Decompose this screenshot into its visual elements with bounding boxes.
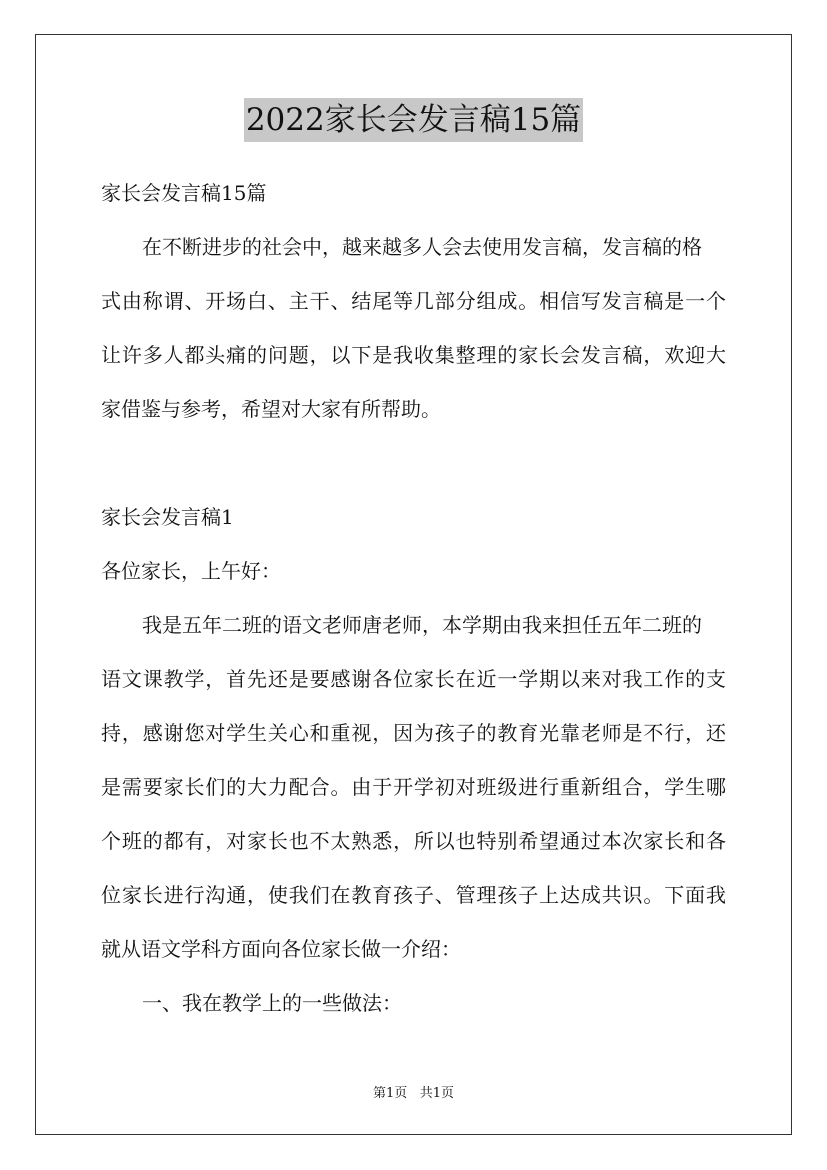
paragraph-gap	[101, 436, 726, 490]
section-heading: 家长会发言稿1	[101, 505, 234, 529]
greeting: 各位家长，上午好：	[101, 559, 281, 583]
intro-line-1: 在不断进步的社会中，越来越多人会去使用发言稿，发言稿的格	[142, 235, 702, 259]
list-item: 一、我在教学上的一些做法：	[142, 991, 402, 1015]
intro-line-3: 让许多人都头痛的问题，以下是我收集整理的家长会发言稿，欢迎大	[101, 343, 726, 367]
document-title: 2022家长会发言稿15篇	[244, 98, 583, 142]
page-footer	[0, 1082, 827, 1101]
intro-line-4: 家借鉴与参考，希望对大家有所帮助。	[101, 397, 441, 421]
body-line-3: 持，感谢您对学生关心和重视，因为孩子的教育光靠老师是不行，还	[101, 721, 726, 745]
page-number: 第1页	[373, 1086, 408, 1101]
intro-line-2: 式由称谓、开场白、主干、结尾等几部分组成。相信写发言稿是一个	[101, 289, 726, 313]
body-line-7: 就从语文学科方面向各位家长做一介绍：	[101, 937, 461, 961]
body-line-5: 个班的都有，对家长也不太熟悉，所以也特别希望通过本次家长和各	[101, 829, 726, 853]
subtitle: 家长会发言稿15篇	[101, 181, 267, 205]
page-total: 共1页	[419, 1086, 454, 1101]
body-line-6: 位家长进行沟通，使我们在教育孩子、管理孩子上达成共识。下面我	[101, 883, 726, 907]
body-line-4: 是需要家长们的大力配合。由于开学初对班级进行重新组合，学生哪	[101, 775, 726, 799]
body-line-2: 语文课教学，首先还是要感谢各位家长在近一学期以来对我工作的支	[101, 667, 726, 691]
body-line-1: 我是五年二班的语文老师唐老师，本学期由我来担任五年二班的	[142, 613, 702, 637]
title-container	[0, 98, 827, 142]
document-body	[101, 166, 726, 1030]
